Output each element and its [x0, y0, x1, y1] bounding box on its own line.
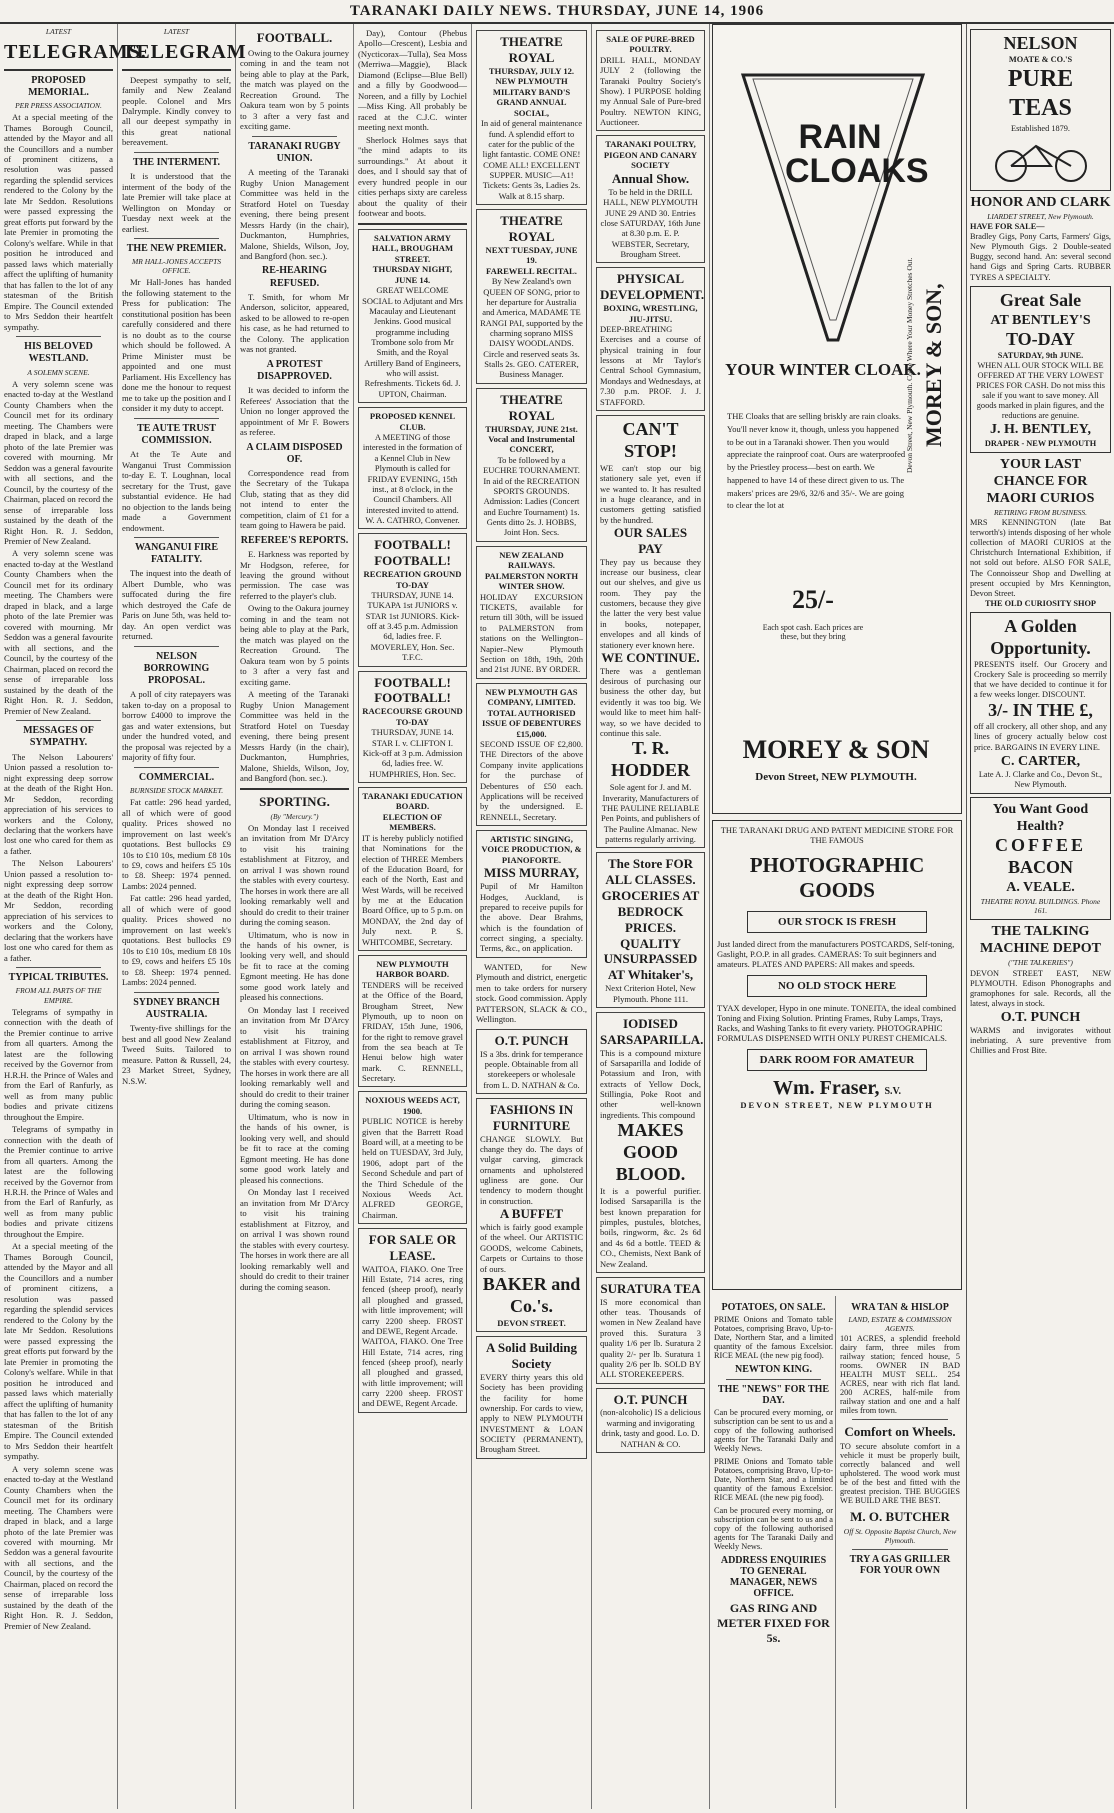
- ad-heading: TO-DAY: [1005, 328, 1076, 349]
- ad-text: DEVON STREET EAST, NEW PLYMOUTH. Edison Phonographs and gramophones for sale. Records, all the latest, always in stock.: [970, 968, 1111, 1008]
- article-text: Fat cattle: 296 head yarded, all of which were of good quality. Prices showed no improvement on last week's quotations. Best bullocks £9 10s to £10 10s, medium £8 10s to £9, cows and heifers £5 10s to £8. Sheep: 1974 penned. Lambs: 2024 penned.: [122, 797, 231, 891]
- ad-heading: NEW PLYMOUTH HARBOR BOARD.: [375, 958, 450, 980]
- ad-heading: SALVATION ARMY HALL, BROUGHAM STREET.: [371, 232, 454, 264]
- ad-heading: O.T. PUNCH: [613, 1391, 688, 1407]
- article-text: On Monday last I received an invitation from Mr D'Arcy to visit his training establishment at Fitzroy, and on arrival I was shown round the stables with every courtesy. The horses in work there are all looking remarkably well and should do credit to their trainer during the coming season.: [240, 1004, 349, 1110]
- ad-subheading: RETIRING FROM BUSINESS.: [993, 507, 1088, 517]
- ad-text: Pupil of Mr Hamilton Hodges, Auckland, is prepared to receive pupils for the above. Dear Brahms, which is the foundation of correct singing, a specialty. Terms, &c., on application.: [480, 881, 583, 954]
- harbor-board-ad: [358, 955, 467, 1088]
- ad-address: Late A. J. Clarke and Co., Devon St., New Plymouth.: [978, 769, 1103, 789]
- ad-heading: IODISED SARSAPARILLA.: [600, 1015, 704, 1047]
- ad-text: To be held in the DRILL HALL, NEW PLYMOUTH JUNE 29 AND 30. Entries close SATURDAY, 16th June at 8.30 p.m. E. P. WEBSTER, Secretary, Brougham Street.: [600, 186, 701, 259]
- article-text: Telegrams of sympathy in connection with the death of the Premier continue to arrive from all quarters. Among the latest are the following received by the Governor from H.R.H. the Prince of Wales and from the Earl of Ranfurly, as well as from many public bodies and private citizens throughout the Empire.: [4, 1006, 113, 1122]
- rain-cloaks-ad: [712, 24, 962, 814]
- ad-address: Off St. Opposite Baptist Church, New Plymouth.: [843, 1527, 957, 1545]
- article-heading: TYPICAL TRIBUTES.: [8, 972, 109, 984]
- ad-text: Can be procured every morning, or subscription can be sent to us and a copy of the following authorised agents for The Taranaki Daily and Weekly News.: [714, 1506, 833, 1551]
- ad-text: PUBLIC NOTICE is hereby given that the Barrett Road Board will, at a meeting to be held on TUESDAY, 3rd July, 1906, adopt part of the Second Schedule and part of the Third Schedule of the Noxious Weeds Act. ALFRED GEORGE, Chairman.: [362, 1116, 463, 1220]
- cloak-address: Devon Street, NEW PLYMOUTH.: [755, 771, 917, 783]
- ad-subheading: BOXING, WRESTLING, JIU-JITSU.: [603, 303, 698, 324]
- article-subheading: A SOLEMN SCENE.: [27, 367, 90, 377]
- ad-subheading: LAND, ESTATE & COMMISSION AGENTS.: [848, 1315, 952, 1333]
- section-heading: TELEGRAM: [122, 41, 247, 64]
- ad-text: It is a powerful purifier. Iodised Sarsaparilla is the best known preparation for pimples, pustules, blotches, boils, ringworm, &c. 2s 6d and 4s 6d a bottle. TEED & CO., Chemists, Next Bank of New Zealand.: [600, 1186, 701, 1269]
- article-text: It was decided to inform the Referees' Association that the Union no longer approved the appointment of Mr F. Bowers as referee.: [240, 385, 349, 438]
- suratura-ad: [596, 1277, 705, 1384]
- masthead-title: TARANAKI DAILY NEWS. THURSDAY, JUNE 14, 1906: [349, 3, 765, 19]
- ad-subheading: GROCERIES AT BEDROCK PRICES.: [601, 888, 700, 935]
- ad-text: SECOND ISSUE OF £2,800. THE Directors of the above Company invite applications for the purchase of Debentures of £50 each. Applications will be received by the undersigned. E. RENNELL, Secretary.: [480, 739, 583, 822]
- article-heading: THE NEW PREMIER.: [126, 243, 227, 255]
- divider: [134, 152, 219, 153]
- article-heading: REFEREE'S REPORTS.: [240, 534, 349, 546]
- football-ad-1: [358, 533, 467, 666]
- ad-subheading: TOTAL AUTHORISED ISSUE OF DEBENTURES £15,000.: [481, 707, 582, 739]
- divider: [134, 537, 219, 538]
- article-text: Owing to the Oakura journey coming in and the team not being able to play at the Park, the match was played on the Recreation Ground. The Oakura team won by 5 points to 3 after a very fast and exciting game.: [240, 603, 349, 687]
- ad-text: CHANGE SLOWLY. But change they do. The days of vulgar carving, gimcrack ornaments and upholstered ugliness are gone. Our tendency to modern thought in construction.: [480, 1133, 583, 1206]
- photo-text-2: TYAX developer, Hypo in one minute. TONEITA, the ideal combined Toning and Fixing Solution. Printing Frames, Ruby Lamps, Trays, Racks, and Washing Tanks to fit every variety. PHOTOGRAPHIC FORMULAS DISPENSED WITH ONLY PUREST CHEMICALS.: [717, 1003, 956, 1043]
- article-subheading: BURNSIDE STOCK MARKET.: [129, 785, 224, 795]
- ad-heading: A Golden Opportunity.: [990, 615, 1091, 658]
- football-ad-2: [358, 671, 467, 783]
- ad-heading: THEATRE ROYAL: [500, 213, 563, 244]
- ad-text: They pay us because they increase our business, clear out our shelves, and give us room. They pay the customers, because they give the latter the very best value in books, notepaper, envelopes and all kinds of stationery ever known here.: [600, 556, 701, 650]
- divider: [16, 967, 101, 968]
- punch-ad: [476, 1029, 587, 1094]
- column-3: [236, 24, 354, 1809]
- ad-heading: HONOR AND CLARK: [970, 194, 1111, 210]
- ad-text: WAITOA, FIAKO. One Tree Hill Estate, 714 acres, ring fenced (sheep proof), nearly all ploughed and grassed, with little improvement; will carry 2200 sheep. FROST and DEWE, Regent Arcade.: [362, 1336, 463, 1409]
- photo-address: DEVON STREET, NEW PLYMOUTH: [740, 1100, 934, 1110]
- ad-heading: NEW ZEALAND RAILWAYS.: [499, 549, 564, 571]
- kicker: LATEST: [45, 27, 72, 36]
- ad-text: EVERY thirty years this old Society has been providing the facility for home ownership. For cards to view, apply to NEW PLYMOUTH INVESTMENT & LOAN SOCIETY (PERMANENT), Brougham Street.: [480, 1371, 583, 1455]
- article-text: A very solemn scene was enacted to-day at the Westland County Chambers when the Council met for its ordinary meeting. The Chambers were draped in black, and a large photo of the late Premier was covered with mourning. Mr Seddon was a general favourite with all sections, and the Council, by the courtesy of the Chairman, placed on record the sense of irreparable loss sustained by the death of the Right Hon. R. J. Seddon, Premier of New Zealand.: [4, 1463, 113, 1631]
- ad-heading: THE TALKING MACHINE DEPOT: [980, 924, 1101, 957]
- article-heading: WANGANUI FIRE FATALITY.: [134, 542, 219, 566]
- poultry-sale-ad: [596, 30, 705, 131]
- article-text: On Monday last I received an invitation from Mr D'Arcy to visit his training establishment at Fitzroy, and on arrival I was shown round the stables with every courtesy. The horses in work there are all looking remarkably well and should do credit to their trainer during the coming season.: [240, 822, 349, 928]
- bicycle-icon: [981, 134, 1101, 184]
- ad-text: DEEP-BREATHING Exercises and a course of physical training in four lessons at Mr Taylor's Central School Gymnasium, Mondays and Wednesdays, at 7.30 p.m. PROF. J. J. STAFFORD.: [600, 324, 701, 407]
- photo-top: THE TARANAKI DRUG AND PATENT MEDICINE STORE FOR THE FAMOUS: [720, 825, 954, 845]
- carter-ad: [970, 612, 1111, 794]
- ad-text: IT is hereby publicly notified that Nominations for the election of THREE Members of the Education Board, for each of the North, East and West Wards, will be received by me at the Education Board Office, up to 5 p.m. on MONDAY, the 2nd day of July next. P. S. WHITCOMBE, Secretary.: [362, 832, 463, 947]
- bottom-ads-left: [712, 1296, 836, 1808]
- ad-text: There was a gentleman desirous of purchasing our business the other day, but evidently it was too big. We would like to meet him half-way, so we have decided to continue this sale.: [600, 665, 701, 738]
- punch-ad-2: [596, 1388, 705, 1453]
- article-heading: PROPOSED MEMORIAL.: [28, 74, 89, 98]
- photo-box-old: NO OLD STOCK HERE: [747, 975, 927, 997]
- ad-heading: POTATOES, ON SALE.: [721, 1302, 826, 1313]
- article-text: On Monday last I received an invitation from Mr D'Arcy to visit his training establishment at Fitzroy, and on arrival I was shown round the stables with every courtesy. The horses in work there are all looking remarkably well and should do credit to their trainer during the coming season.: [240, 1187, 349, 1292]
- cloak-vertical-slogan: Devon Street, New Plymouth. Come Where Your Money Stretches Out.: [905, 257, 914, 473]
- ad-text: PRIME Onions and Tomato table Potatoes, comprising Bravo, Up-to-Date, Northern Star, and a limited quantity of the famous Excelsior. RICE MEAL (the new pig food).: [714, 1457, 833, 1502]
- ad-heading: You Want Good Health?: [992, 801, 1089, 834]
- ad-text: Bradley Gigs, Pony Carts, Farmers' Gigs, New Plymouth Gigs. 2 Double-seated Buggy, second hand. An: several second hand Gigs and Spring Carts. RUBBER TYRES A SPECIALTY.: [970, 232, 1111, 282]
- article-text: Correspondence read from the Secretary of the Tukapa Club, stating that as they did not intend to enter the competition, claim of £1 for a team going to Hawera be paid.: [240, 467, 349, 531]
- column-2: [118, 24, 247, 1809]
- ad-heading: FOOTBALL! FOOTBALL!: [374, 674, 451, 706]
- article-text: A very solemn scene was enacted to-day at the Westland County Chambers when the Council met for its ordinary meeting. The Chambers were draped in black, and a large photo of the late Premier was covered with mourning. Mr Seddon was a general favourite with all sections, and the Council, by the courtesy of the Chairman, placed on record the sense of irreparable loss sustained by the death of the Right Hon. R. J. Seddon, Premier of New Zealand.: [4, 378, 113, 546]
- ad-name: NEWTON KING.: [734, 1364, 813, 1375]
- section-heading: TELEGRAMS.: [4, 41, 147, 64]
- whitakers-ad: [596, 852, 705, 1008]
- divider: [134, 418, 219, 419]
- article-text: Sherlock Holmes says that "the mind adapts to its surroundings." At about it does, and I should say that of every hundred people in our cities perhaps sixty are careless about the quality of their footwear and boots.: [358, 134, 467, 219]
- ad-heading: HAVE FOR SALE—: [970, 222, 1045, 232]
- ad-heading: O.T. PUNCH: [1000, 1010, 1081, 1026]
- article-text: Twenty-five shillings for the best and all good New Zealand Tweed Suits. Tailored to measure. Patton & Russell, 24, 23 Market Street, Sydney, N.S.W.: [122, 1023, 231, 1086]
- ad-text: IS a 3bs. drink for temperance people. Obtainable from all storekeepers or wholesale from L. D. NATHAN & Co.: [480, 1048, 583, 1090]
- ad-text: This is a compound mixture of Sarsaparilla and Iodide of Potassium and Iron, with extracts of Yellow Dock, Stillingia, Poke Root and other well-known ingredients. This compound: [600, 1047, 701, 1120]
- bottom-ads-right: [838, 1296, 962, 1808]
- ad-heading: COFFEE: [994, 835, 1086, 856]
- cloak-heading: YOUR WINTER CLOAK.: [725, 360, 921, 379]
- ad-subheading: NEW PLYMOUTH MILITARY BAND'S GRAND ANNUAL SOCIAL,: [492, 76, 571, 118]
- article-text: T. Smith, for whom Mr Anderson, solicitor, appeared, asked to be allowed to re-open his case, as he had returned to the Colony. The application was not granted.: [240, 291, 349, 355]
- physical-ad: [596, 267, 705, 411]
- divider: [134, 992, 219, 993]
- divider: [240, 788, 349, 790]
- cloak-note: Each spot cash. Each prices are these, but they bring: [762, 623, 864, 641]
- byline: (By "Mercury."): [270, 811, 319, 821]
- divider: [16, 720, 101, 721]
- ad-subheading: MOATE & CO.'S: [1008, 54, 1073, 64]
- ad-heading: PHYSICAL DEVELOPMENT.: [600, 271, 705, 303]
- article-heading: A CLAIM DISPOSED OF.: [246, 441, 343, 465]
- theatre-ad-3: [476, 388, 587, 542]
- building-society-ad: [476, 1336, 587, 1459]
- ad-heading: SALE OF PURE-BRED POULTRY.: [606, 34, 695, 55]
- divider: [358, 223, 467, 225]
- ad-subheading: QUALITY UNSURPASSED AT Whitaker's,: [603, 935, 698, 983]
- ad-heading: BACON: [1007, 857, 1073, 878]
- ad-text: Next Criterion Hotel, New Plymouth. Phone 111.: [605, 983, 696, 1004]
- article-heading: TE AUTE TRUST COMMISSION.: [137, 422, 216, 446]
- ad-subheading: A BUFFET: [499, 1206, 564, 1222]
- ad-name: BAKER and Co.'s.: [482, 1273, 581, 1316]
- photo-text: Just landed direct from the manufacturers POSTCARDS, Self-toning, Gaslight, P.O.P. in all grades. CAMERAS: To suit beginners and amateurs. PLATES AND PAPERS: All makes and speeds.: [717, 939, 955, 969]
- railways-ad: [476, 546, 587, 679]
- ad-text: THURSDAY, JUNE 14. TUKAPA 1st JUNIORS v. STAR 1st JUNIORS. Kick-off at 3.45 p.m. Admission 6d, ladies free. F. MOVERLEY, Hon. Sec. T.F.C.: [365, 589, 460, 663]
- kicker: LATEST: [163, 27, 190, 36]
- article-text: Mr Hall-Jones has handed the following statement to the Press for publication: The constitutional position has been carefully considered and there is no doubt as to the course which should be followed. A Prime Minister must be appointed and one must Parliament. His Excellency has done me the honour to request me to take up the position and I consider it my duty to accept.: [122, 277, 231, 414]
- article-heading: COMMERCIAL.: [138, 771, 215, 783]
- article-subheading: MR HALL-JONES ACCEPTS OFFICE.: [131, 257, 222, 276]
- article-text: At the Te Aute and Wanganui Trust Commission to-day E. T. Loughnan, local secretary for the Trust, gave substantial evidence. He had no objection to the lands being made a Government endowment.: [122, 449, 231, 533]
- ad-text: Sole agent for J. and M. Inverarity, Manufacturers of THE PAULINE RELIABLE Pen Points, and publishers of The Pauline Almanac. New patterns regularly arriving.: [601, 782, 700, 844]
- divider: [134, 767, 219, 768]
- ad-subheading: THURSDAY NIGHT, JUNE 14.: [372, 264, 453, 285]
- article-heading: HIS BELOVED WESTLAND.: [24, 341, 93, 365]
- ad-text: WARMS and invigorates without inebriating. A sure preventive from Chillies and Frost Bite.: [970, 1026, 1111, 1056]
- hodder-ad: [596, 415, 705, 848]
- ad-subheading: ELECTION OF MEMBERS.: [382, 811, 443, 833]
- ad-text: Can be procured every morning, or subscription can be sent to us and a copy of the following authorised agents for The Taranaki Daily and Weekly News.: [714, 1408, 833, 1453]
- ad-text: TENDERS will be received at the Office of the Board, Brougham Street, New Plymouth, up to noon on FRIDAY, 15th June, 1906, for the right to remove gravel from the sea beach at Te Henui below high water mark. C. RENNELL, Secretary.: [362, 979, 463, 1084]
- ad-text: By New Zealand's own QUEEN OF SONG, prior to her departure for Australia and America, MADAME TE RANGI PAI, supported by the charming soprano MISS DAISY WOODLANDS. Circle and reserved seats 3s. Stalls 2s. GEO. CATERER, Business Manager.: [480, 276, 583, 380]
- cloak-vertical-name: MOREY & SON,: [921, 283, 946, 447]
- ad-text: In aid of general maintenance fund. A splendid effort to cater for the public of the light fantastic. COME ONE! COME ALL! EXCELLENT SUPPER. MUSIC—A1! Tickets: Gents 3s, Ladies 2s. Walk at 8.15 sharp.: [480, 118, 582, 201]
- ad-heading: CAN'T STOP!: [622, 418, 679, 461]
- cloak-body: THE Cloaks that are selling briskly are rain cloaks. You'll never know it, though, unless you happened to be out in a Taranaki shower. Then you would appreciate the rainproof coat. Ours are waterproofed by the Priestley process—best on earth. We happened to have 14 of these direct given to us. The makers' prices are 29/6, 32/6 and 35/-. We are going to clear the lot at: [727, 411, 906, 511]
- ad-heading: NEW PLYMOUTH GAS COMPANY, LIMITED.: [485, 686, 578, 708]
- ad-heading: PURE TEAS: [1007, 66, 1074, 122]
- article-text: E. Harkness was reported by Mr Hodgson, referee, for leaving the ground without permission. The case was referred to the player's club.: [240, 549, 349, 601]
- ad-heading: A Solid Building Society: [485, 1340, 578, 1372]
- ad-heading: Comfort on Wheels.: [844, 1424, 956, 1439]
- article-text: At a special meeting of the Thames Borough Council, attended by the Mayor and all the Councillors and a number of prominent citizens, a resolution was passed regarding the splendid services rendered to the Colony by the late Mr Seddon. Resolutions were passed expressing the great efforts put forward by the late Premier in promoting the Colony's welfare. While in that position he introduced and passed laws which materially affect the uplifting of humanity that has fallen to the lot of any statesman of the British Empire. The Council extended to Mrs Seddon their heartfelt sympathy.: [4, 1241, 113, 1462]
- cloak-illustration: [733, 65, 933, 345]
- ad-subheading: MISS MURRAY,: [483, 865, 580, 881]
- ad-subheading: FAREWELL RECITAL.: [486, 265, 577, 276]
- ad-heading: TRY A GAS GRILLER FOR YOUR OWN: [849, 1554, 951, 1576]
- ad-subheading: MAKES GOOD BLOOD.: [615, 1120, 686, 1185]
- article-heading: TARANAKI RUGBY UNION.: [248, 140, 341, 164]
- column-4: [354, 24, 472, 1809]
- article-text: A very solemn scene was enacted to-day at the Westland County Chambers when the Council met for its ordinary meeting. The Chambers were draped in black, and a large photo of the late Premier was covered with mourning. Mr Seddon was a general favourite with all sections, and the Council, by the courtesy of the Chairman, placed on record the sense of irreparable loss sustained by the death of the Right Hon. R. J. Seddon, Premier of New Zealand.: [4, 548, 113, 716]
- ad-heading: ADDRESS ENQUIRIES TO GENERAL MANAGER, NEWS OFFICE.: [720, 1555, 827, 1599]
- bottom-ads: [712, 1296, 962, 1808]
- column-5: [472, 24, 592, 1809]
- article-heading: MESSAGES OF SYMPATHY.: [23, 725, 94, 749]
- ad-subheading: NEXT TUESDAY, JUNE 19.: [485, 244, 578, 266]
- divider: [4, 69, 113, 71]
- ad-heading: GAS RING AND METER FIXED FOR 5s.: [717, 1601, 830, 1645]
- ad-text: MRS KENNINGTON (late Bat terworth's) intends disposing of her whole collection of MAORI CURIOS at the Christchurch International Exhibition, if not sold out before. ALSO FOR SALE, The Connoisseur Shop and Dwelling at present occupied by Mrs Kennington, Devon Street.: [970, 518, 1111, 598]
- article-heading: THE INTERMENT.: [132, 156, 221, 168]
- ad-text: HOLIDAY EXCURSION TICKETS, available for return till 30th, will be issued to PALMERSTON from stations on the Wellington–Napier–New Plymouth Section on 18th, 19th, 20th and 21st JUNE. BY ORDER.: [480, 591, 583, 675]
- article-heading: NELSON BORROWING PROPOSAL.: [143, 650, 210, 687]
- article-heading: SYDNEY BRANCH AUSTRALIA.: [133, 996, 220, 1020]
- ad-text: Established 1879.: [1011, 123, 1070, 133]
- article-text: The inquest into the death of Albert Dumble, who was suffocated during the fire which destroyed the Cafe de Paris on June 5th, was held to-day. An open verdict was returned.: [122, 568, 231, 642]
- article-text: Ultimatum, who is now in the hands of his owner, is looking very well, and should be fit to race at the coming Egmont meeting. He has done some good work lately and pleased his connections.: [240, 1111, 349, 1185]
- divider: [134, 646, 219, 647]
- photo-seller-sv: S.V.: [884, 1086, 901, 1097]
- ad-heading: 3/- IN THE £,: [988, 700, 1093, 721]
- gas-company-ad: [476, 683, 587, 826]
- noxious-weeds-ad: [358, 1091, 467, 1224]
- cloak-footer: [721, 735, 951, 783]
- divider: [252, 136, 337, 137]
- education-board-ad: [358, 787, 467, 951]
- kennel-club-ad: [358, 407, 467, 529]
- ad-text: GREAT WELCOME SOCIAL to Adjutant and Mrs Macaulay and Lieutenant Jenkins. Good musical programme including Trombone solo from Mr Smith, and the Royal Artillery Band of Engineers, who will assist. Refreshments. Tickets 6d. J. UPTON, Chairman.: [362, 285, 463, 399]
- ad-subheading: OUR SALES PAY: [613, 524, 688, 556]
- section-heading: FOOTBALL.: [256, 30, 333, 45]
- article-text: Deepest sympathy to self, family and New Zealand people. Colonel and Mrs Dalrymple. Kindly convey to all our deepest sympathy in this great national bereavement.: [122, 74, 231, 148]
- photo-box-darkroom: DARK ROOM FOR AMATEUR: [747, 1049, 927, 1071]
- ad-text: PRESENTS itself. Our Grocery and Crockery Sale is proceeding so merrily that we have decided to continue it for a few weeks longer. DISCOUNT.: [974, 659, 1107, 700]
- ad-text: WHEN ALL OUR STOCK WILL BE OFFERED AT THE VERY LOWEST PRICES FOR CASH. Do not miss this sale if you want to save money. All goods marked in plain figures, and the reductions are genuine.: [976, 360, 1105, 421]
- ad-subheading: ("THE TALKERIES"): [1008, 958, 1073, 968]
- article-text: WANTED, for New Plymouth and district, energetic men to take orders for nursery stock. Good commission. Apply PATTERSON, SLACK & CO., Wellington.: [476, 961, 587, 1025]
- article-heading: A PROTEST DISAPPROVED.: [257, 358, 332, 382]
- divider: [852, 1549, 948, 1550]
- ad-text: (non-alcoholic) IS a delicious warming and invigorating drink, tasty and good. Lo. D. NATHAN & CO.: [600, 1407, 701, 1449]
- ad-heading: YOUR LAST CHANCE FOR MAORI CURIOS: [986, 456, 1095, 506]
- ad-text: which is fairly good example of the wheel. Our ARTISTIC GOODS, welcome Cabinets, Carpets or Curtains to those of ours.: [480, 1222, 583, 1274]
- ad-text: To be followed by a EUCHRE TOURNAMENT. In aid of the RECREATION SPORTS GROUNDS. Admission: Ladies (Concert and Euchre Tournament) 1s. Gents ditto 2s. J. HOBBS, Joint Hon. Secs.: [483, 454, 580, 538]
- ad-heading: TARANAKI EDUCATION BOARD.: [362, 790, 463, 812]
- masthead: [0, 0, 1114, 24]
- ad-text: off all crockery, all other shop, and any lines of grocery actually below cost price. BARGAINS IN EVERY LINE.: [974, 722, 1107, 752]
- article-text: It is understood that the interment of the body of the late Premier will take place at Wellington on Monday or Tuesday next week at the earliest.: [122, 171, 231, 234]
- ad-subheading: AT BENTLEY'S: [990, 312, 1091, 328]
- salvation-army-ad: [358, 229, 467, 403]
- ad-heading: O.T. PUNCH: [494, 1032, 569, 1048]
- ad-subheading: WE CONTINUE.: [601, 649, 700, 665]
- ad-text: 101 ACRES, a splendid freehold dairy farm, three miles from railway station; fenced house, 5 rooms. OWNER IN BAD HEALTH MUST SELL. 254 ACRES, near with rich flat land. 200 ACRES, half-mile from railway station and one and a half miles from town.: [840, 1334, 960, 1415]
- side-column: [966, 24, 1114, 1809]
- ad-heading: THEATRE ROYAL: [500, 391, 563, 423]
- divider: [134, 238, 219, 239]
- article-text: At a special meeting of the Thames Borough Council, attended by the Mayor and all the Councillors and a number of prominent citizens, a resolution was passed regarding the splendid services rendered to the Colony by the late Mr Seddon. Resolutions were passed expressing the great efforts put forward by the late Premier in promoting the Colony's welfare. While in that position he introduced and passed laws which materially affect the uplifting of humanity that has fallen to the lot of any statesman of the British Empire. The Council extended to Mrs Seddon their heartfelt sympathy.: [4, 112, 113, 332]
- article-heading: RE-HEARING REFUSED.: [261, 265, 327, 289]
- article-text: The Nelson Labourers' Union passed a resolution to-night expressing deep sorrow at the death of the Right Hon. Mr Seddon, recording appreciation of his services to workers and the Colony, declaring that the workers have lost one who cared for them as a father.: [4, 751, 113, 856]
- ad-name: M. O. BUTCHER: [850, 1509, 950, 1524]
- for-sale-ad: [358, 1228, 467, 1413]
- article-text: A meeting of the Taranaki Rugby Union Management Committee was held in the Stratford Hotel on Tuesday evening, there being present Messrs Hardy (in the chair), Duckmanton, Humphries, Malone, Shields, Wilson, Joy, and Bangford (hon. sec.).: [240, 167, 349, 261]
- article-text: Fat cattle: 296 head yarded, all of which were of good quality. Prices showed no improvement on last week's quotations. Best bullocks £9 10s to £10 10s, medium £8 10s to £9, cows and heifers £5 10s to £8. Sheep: 1974 penned. Lambs: 2024 penned.: [122, 893, 231, 988]
- cloak-price: 25/-: [792, 585, 834, 614]
- ad-name: A. VEALE.: [1006, 879, 1075, 895]
- ad-text: A MEETING of those interested in the formation of a Kennel Club in New Plymouth is called for FRIDAY EVENING, 15th inst., at 8 o'clock, in the Council Chambers. All interested invited to attend. W. A. CATHRO, Convener.: [362, 432, 463, 525]
- photo-box-stock: OUR STOCK IS FRESH: [747, 911, 927, 933]
- ad-heading: FASHIONS IN FURNITURE: [489, 1101, 574, 1133]
- photo-seller-name: Wm. Fraser,: [773, 1077, 880, 1099]
- ad-heading: NELSON: [1003, 33, 1078, 53]
- ad-heading: TARANAKI POULTRY, PIGEON AND CANARY SOCIETY: [603, 139, 698, 171]
- ad-subheading: LIARDET STREET, New Plymouth.: [987, 211, 1094, 221]
- furniture-ad: [476, 1098, 587, 1332]
- divider: [852, 1419, 948, 1420]
- ad-name: J. H. BENTLEY,: [989, 422, 1091, 438]
- singing-ad: [476, 830, 587, 958]
- column-6: [592, 24, 710, 1809]
- ad-text: TO secure absolute comfort in a vehicle it must be properly built, correctly balanced and well upholstered. The wood work must be of the best and fitted with the greatest precision. THE BUGGIES WE BUILD ARE THE BEST.: [840, 1442, 960, 1505]
- ad-address: DEVON STREET.: [497, 1317, 566, 1328]
- ad-subheading: Vocal and Instrumental CONCERT,: [488, 433, 575, 455]
- ad-heading: THE "NEWS" FOR THE DAY.: [717, 1384, 830, 1406]
- ad-address: DRAPER - NEW PLYMOUTH: [984, 438, 1097, 448]
- ad-subheading: RACECOURSE GROUND TO-DAY: [362, 706, 463, 727]
- ad-heading: SURATURA TEA: [600, 1280, 701, 1296]
- divider: [726, 1379, 821, 1380]
- byline: PER PRESS ASSOCIATION.: [15, 100, 102, 110]
- ad-heading: PROPOSED KENNEL CLUB.: [369, 411, 456, 432]
- cloak-seller: MOREY & SON: [742, 735, 930, 764]
- article-text: Day), Contour (Phebus Apollo—Crescent), Lesbia and (Nycticorax—Tulla), Sea Moss (Merriwa—Maggie), Black Diamond (Eclipse—Blue Bell) and a filly by Goodwood—Noreen, and a filly by Lochiel—Miss King. All probably be raced at the C.J.C. winter meeting next month.: [358, 28, 467, 133]
- ad-subheading: Annual Show.: [611, 170, 690, 186]
- ad-heading: NOXIOUS WEEDS ACT, 1900.: [365, 1095, 460, 1116]
- column-1: [0, 24, 147, 1809]
- cloak-title: RAIN CLOAKS: [785, 118, 929, 190]
- ad-heading: ARTISTIC SINGING, VOICE PRODUCTION, & PIANOFORTE.: [481, 833, 582, 865]
- nelson-tea-ad: [970, 29, 1111, 191]
- ad-text: WE can't stop our big stationery sale yet, even if we wanted to. It has resulted in a huge clearance, and in customers getting satisfied by the hundred.: [600, 462, 701, 525]
- veale-ad: [970, 797, 1111, 920]
- ad-heading: The Store FOR ALL CLASSES.: [605, 856, 696, 888]
- ad-heading: FOR SALE OR LEASE.: [368, 1232, 457, 1263]
- section-heading: SPORTING.: [259, 793, 330, 809]
- ad-name: THE OLD CURIOSITY SHOP: [984, 598, 1097, 608]
- ad-text: THURSDAY, JUNE 14. STAR I. v. CLIFTON I. Kick-off at 3 p.m. Admission 6d, ladies free. W. HUMPHRIES, Hon. Sec.: [362, 727, 463, 779]
- ad-text: IS more economical than other teas. Thousands of women in New Zealand have proved this. Suratura 3 quality 1/6 per lb. Suratura 2 quality 2/- per lb. Suratura 1 quality 2/6 per lb. SOLD BY ALL STOREKEEPERS.: [600, 1296, 701, 1380]
- ad-subheading: PALMERSTON NORTH WINTER SHOW.: [484, 570, 579, 592]
- ad-subheading: RECREATION GROUND TO-DAY: [363, 569, 462, 590]
- ad-name: T. R. HODDER: [610, 738, 690, 781]
- ad-address: THEATRE ROYAL BUILDINGS. Phone 161.: [980, 897, 1101, 916]
- ad-text: DRILL HALL, MONDAY JULY 2 (following the Taranaki Poultry Society's Show). I PURPOSE holding my Annual Sale of Pure-bred Poultry. NEWTON KING, Auctioneer.: [600, 54, 701, 128]
- photographic-goods-ad: [712, 820, 962, 1290]
- ad-text: WAITOA, FIAKO. One Tree Hill Estate, 714 acres, ring fenced (sheep proof), nearly all ploughed and grassed, with little improvement; will carry 2200 sheep. FROST and DEWE, Regent Arcade.: [362, 1263, 463, 1336]
- ad-name: C. CARTER,: [1000, 753, 1081, 769]
- ad-subheading: THURSDAY, JUNE 21st.: [485, 423, 578, 434]
- article-text: The Nelson Labourers' Union passed a resolution to-night expressing deep sorrow at the death of the Right Hon. Mr Seddon, recording appreciation of his services to workers and the Colony, declaring that the workers have lost one who cared for them as a father.: [4, 858, 113, 963]
- photo-title: PHOTOGRAPHIC GOODS: [749, 853, 925, 902]
- bentley-ad: [970, 286, 1111, 453]
- article-text: Ultimatum, who is now in the hands of his owner, is looking very well, and should be fit to race at the coming Egmont meeting. He has done some good work lately and pleased his connections.: [240, 929, 349, 1003]
- article-subheading: FROM ALL PARTS OF THE EMPIRE.: [15, 986, 102, 1005]
- ad-subheading: THURSDAY, JULY 12.: [488, 65, 575, 76]
- article-text: Owing to the Oakura journey coming in and the team not being able to play at the Park, the match was played on the Recreation Ground. The Oakura team won by 5 points to 3 after a very fast and exciting game.: [240, 47, 349, 132]
- article-text: A poll of city ratepayers was taken to-day on a proposal to borrow £4000 to improve the gas and water extensions, but under the hundred voted, and the proposal was rejected by a majority of fifty four.: [122, 689, 231, 763]
- sarsaparilla-ad: [596, 1012, 705, 1273]
- ad-text: PRIME Onions and Tomato table Potatoes, comprising Bravo, Up-to-Date, Northern Star, and a limited quantity of the famous Excelsior. RICE MEAL (the new pig food).: [714, 1315, 833, 1360]
- divider: [122, 69, 231, 71]
- photo-seller: [717, 1077, 957, 1100]
- theatre-ad-2: [476, 209, 587, 384]
- article-text: A meeting of the Taranaki Rugby Union Management Committee was held in the Stratford Hotel on Tuesday evening, there being present Messrs Hardy (in the chair), Duckmanton, Humphries, Malone, Shields, Wilson, Joy, and Bangford (hon. sec.).: [240, 689, 349, 784]
- ad-heading: Great Sale: [999, 289, 1082, 310]
- ad-heading: THEATRE ROYAL: [500, 34, 563, 65]
- article-text: Telegrams of sympathy in connection with the death of the Premier continue to arrive from all quarters. Among the latest are the following received by the Governor from H.R.H. the Prince of Wales and from the Earl of Ranfurly, as well as from many public bodies and private citizens throughout the Empire.: [4, 1124, 113, 1239]
- poultry-show-ad: [596, 135, 705, 263]
- ad-subheading: SATURDAY, 9th JUNE.: [997, 350, 1084, 360]
- ad-heading: FOOTBALL! FOOTBALL!: [374, 537, 451, 569]
- theatre-ad-1: [476, 30, 587, 205]
- ad-heading: WRA TAN & HISLOP: [851, 1302, 949, 1313]
- divider: [16, 336, 101, 337]
